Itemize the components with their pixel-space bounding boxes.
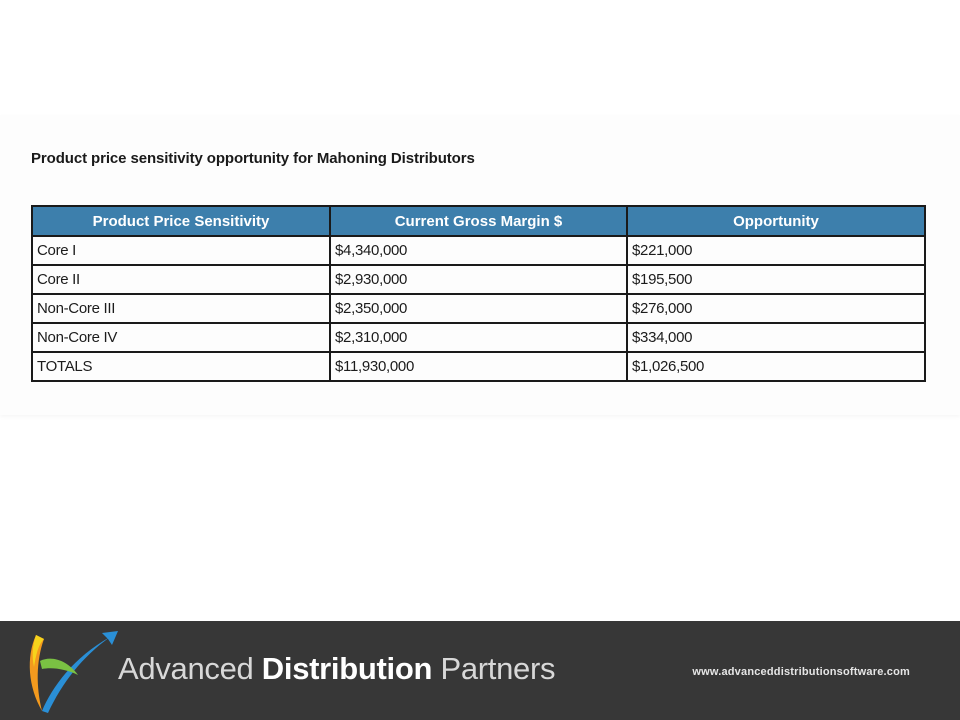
table-cell: $221,000 <box>627 236 925 265</box>
column-header: Opportunity <box>627 206 925 236</box>
column-header: Product Price Sensitivity <box>32 206 330 236</box>
table-cell: $4,340,000 <box>330 236 627 265</box>
brand-name-part: Advanced <box>118 651 262 686</box>
sensitivity-table <box>31 205 926 382</box>
table-cell: $195,500 <box>627 265 925 294</box>
table-cell: Core II <box>32 265 330 294</box>
brand-name-part: Partners <box>432 651 556 686</box>
table-row <box>32 236 925 265</box>
table-header-row <box>32 206 925 236</box>
brand-name <box>118 651 555 687</box>
table-row <box>32 265 925 294</box>
table-cell: TOTALS <box>32 352 330 381</box>
website-url[interactable]: www.advanceddistributionsoftware.com <box>692 666 910 678</box>
table-cell: Non-Core IV <box>32 323 330 352</box>
swoosh-arrow-logo-icon <box>22 627 122 717</box>
table-cell: Core I <box>32 236 330 265</box>
table-cell: $2,350,000 <box>330 294 627 323</box>
document-title: Product price sensitivity opportunity for Mahoning Distributors <box>31 150 475 167</box>
table-row <box>32 294 925 323</box>
table-cell: $276,000 <box>627 294 925 323</box>
table-cell: $2,930,000 <box>330 265 627 294</box>
table-cell: $11,930,000 <box>330 352 627 381</box>
table-cell: $334,000 <box>627 323 925 352</box>
table-row <box>32 323 925 352</box>
footer-bar <box>0 621 960 720</box>
column-header: Current Gross Margin $ <box>330 206 627 236</box>
brand-name-bold-part: Distribution <box>261 651 433 686</box>
table-cell: $2,310,000 <box>330 323 627 352</box>
table-cell: $1,026,500 <box>627 352 925 381</box>
table-row-totals <box>32 352 925 381</box>
table-cell: Non-Core III <box>32 294 330 323</box>
